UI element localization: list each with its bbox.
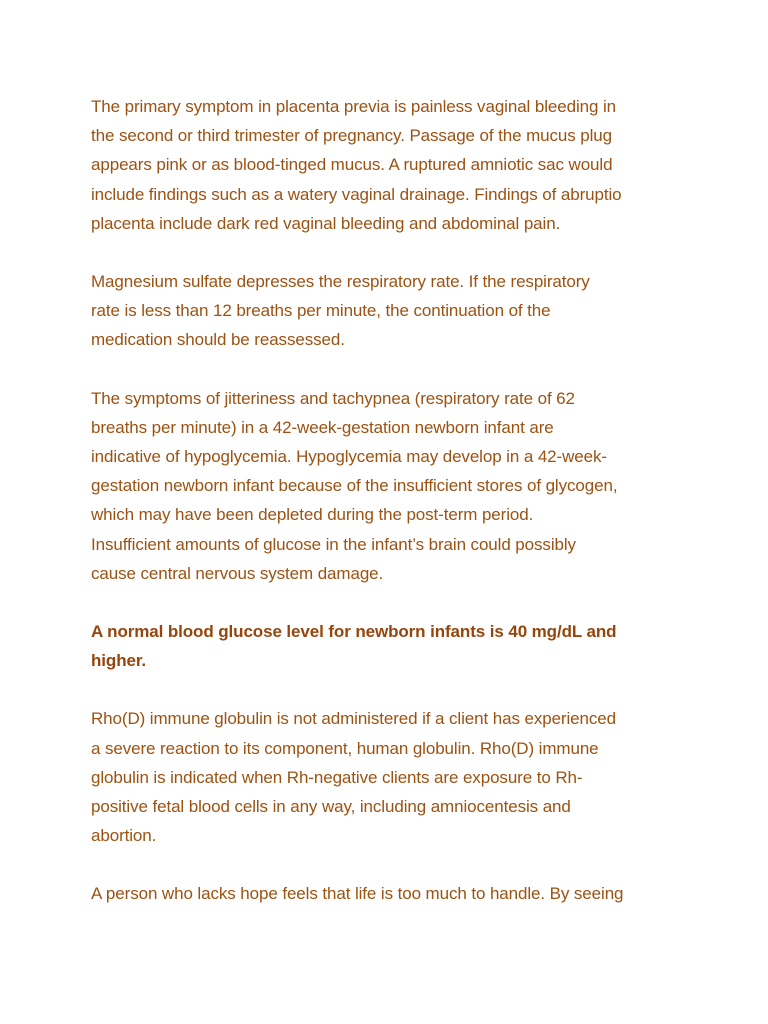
text-line: cause central nervous system damage. [91,563,384,583]
text-line: positive fetal blood cells in any way, including amniocentesis and [91,797,571,817]
text-line: indicative of hypoglycemia. Hypoglycemia may develop in a 42-week- [91,447,607,467]
text-line: include findings such as a watery vaginal drainage. Findings of abruptio [91,184,622,204]
text-line: a severe reaction to its component, human globulin. Rho(D) immune [91,738,599,758]
text-line: which may have been depleted during the post-term period. [91,505,534,525]
paragraph-placenta-previa [91,92,691,238]
text-line: globulin is indicated when Rh-negative clients are exposure to Rh- [91,767,583,787]
text-line: abortion. [91,826,157,846]
text-line: higher. [91,651,147,671]
text-line: appears pink or as blood-tinged mucus. A ruptured amniotic sac would [91,155,613,175]
text-line: The symptoms of jitteriness and tachypnea (respiratory rate of 62 [91,388,575,408]
text-line: A normal blood glucose level for newborn infants is 40 mg/dL and [91,622,617,642]
paragraph-blood-glucose-highlight [91,617,691,675]
text-line: The primary symptom in placenta previa is painless vaginal bleeding in [91,97,616,116]
paragraph-magnesium-sulfate [91,267,691,355]
text-line: Insufficient amounts of glucose in the infant’s brain could possibly [91,534,576,554]
text-line: breaths per minute) in a 42-week-gestation newborn infant are [91,417,554,437]
document-body [91,92,691,938]
text-line: Magnesium sulfate depresses the respiratory rate. If the respiratory [91,272,590,292]
text-line: Rho(D) immune globulin is not administered if a client has experienced [91,709,616,729]
text-line: rate is less than 12 breaths per minute, the continuation of the [91,301,551,321]
text-line: placenta include dark red vaginal bleeding and abdominal pain. [91,213,561,233]
paragraph-rho-d-immune-globulin [91,704,691,850]
text-line: gestation newborn infant because of the insufficient stores of glycogen, [91,476,618,496]
text-line: medication should be reassessed. [91,330,345,350]
paragraph-hope [91,879,691,908]
text-line: the second or third trimester of pregnancy. Passage of the mucus plug [91,126,613,146]
text-line: A person who lacks hope feels that life is too much to handle. By seeing [91,884,624,904]
paragraph-hypoglycemia [91,384,691,588]
